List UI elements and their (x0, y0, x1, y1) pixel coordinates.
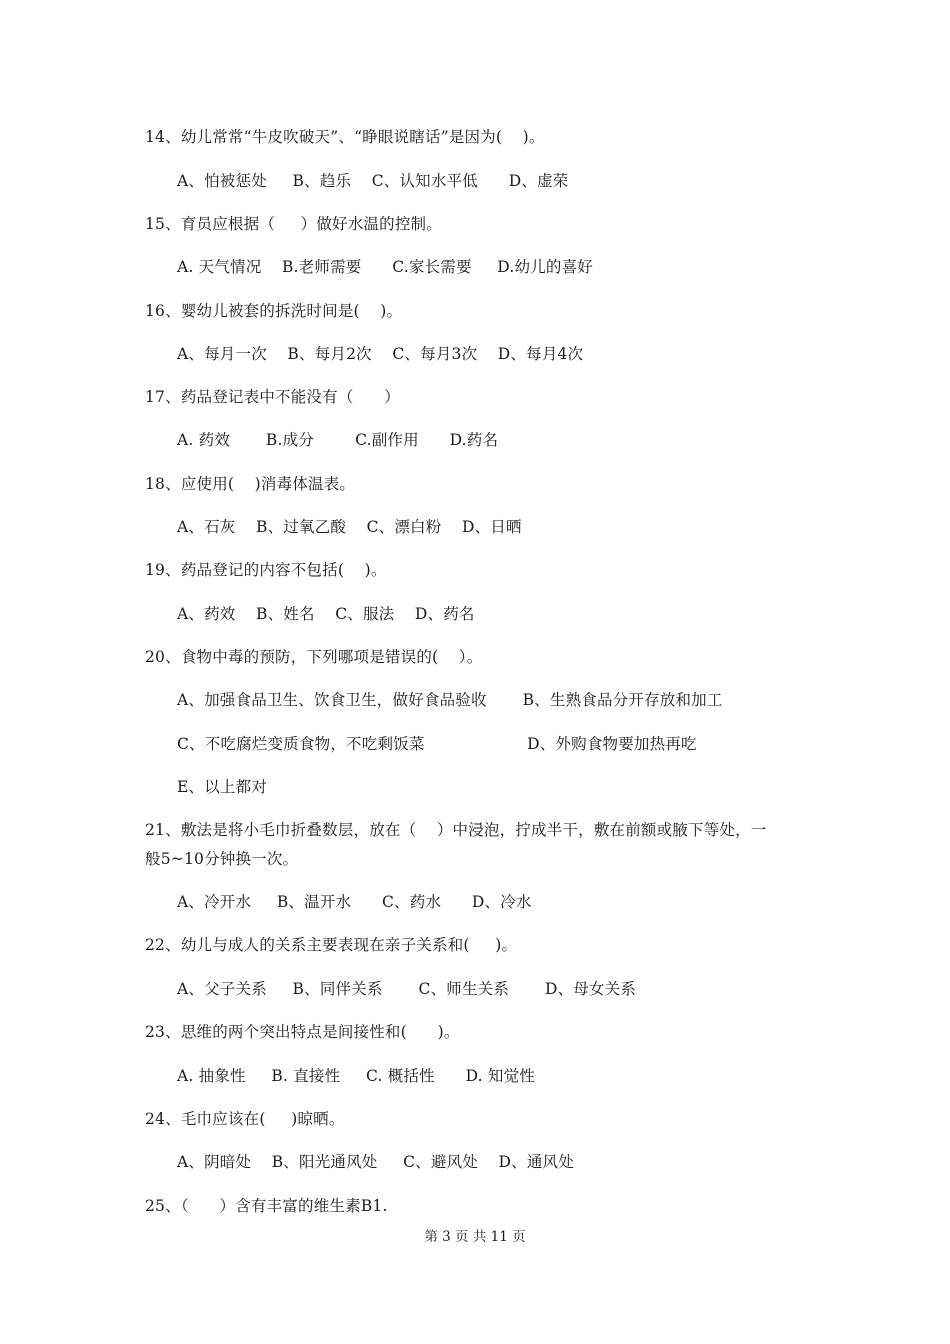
question-20-options-row-1: A、加强食品卫生、饮食卫生，做好食品验收 B、生熟食品分开存放和加工 (177, 691, 723, 709)
question-23-options: A. 抽象性 B. 直接性 C. 概括性 D. 知觉性 (177, 1067, 536, 1085)
question-25-stem: 25、（ ）含有丰富的维生素B1. (145, 1197, 388, 1215)
question-14-options: A、怕被惩处 B、趋乐 C、认知水平低 D、虚荣 (177, 172, 569, 190)
question-15-options: A. 天气情况 B.老师需要 C.家长需要 D.幼儿的喜好 (177, 258, 594, 276)
question-15-stem: 15、育员应根据（ ）做好水温的控制。 (145, 215, 442, 233)
question-20-stem: 20、食物中毒的预防，下列哪项是错误的( ）。 (145, 648, 483, 666)
question-16-stem: 16、婴幼儿被套的拆洗时间是( )。 (145, 302, 403, 320)
question-21-stem-continued: 般5~10分钟换一次。 (145, 850, 299, 868)
question-24-stem: 24、毛巾应该在( )晾晒。 (145, 1110, 345, 1128)
question-14-stem: 14、幼儿常常“牛皮吹破天”、“睁眼说瞎话”是因为( )。 (145, 128, 545, 146)
question-22-options: A、父子关系 B、同伴关系 C、师生关系 D、母女关系 (177, 980, 637, 998)
question-20-options-row-3: E、以上都对 (177, 778, 268, 796)
question-21-options: A、冷开水 B、温开水 C、药水 D、冷水 (177, 893, 532, 911)
question-19-stem: 19、药品登记的内容不包括( )。 (145, 561, 387, 579)
question-20-options-row-2: C、不吃腐烂变质食物，不吃剩饭菜 D、外购食物要加热再吃 (177, 735, 697, 753)
question-22-stem: 22、幼儿与成人的关系主要表现在亲子关系和( )。 (145, 936, 518, 954)
question-24-options: A、阴暗处 B、阳光通风处 C、避风处 D、通风处 (177, 1153, 574, 1171)
page-footer: 第 3 页 共 11 页 (424, 1229, 526, 1245)
question-19-options: A、药效 B、姓名 C、服法 D、药名 (177, 605, 475, 623)
question-18-stem: 18、应使用( )消毒体温表。 (145, 475, 356, 493)
question-21-stem: 21、敷法是将小毛巾折叠数层，放在（ ）中浸泡，拧成半干，敷在前额或腋下等处，一 (145, 821, 767, 839)
question-18-options: A、石灰 B、过氧乙酸 C、漂白粉 D、日晒 (177, 518, 522, 536)
question-23-stem: 23、思维的两个突出特点是间接性和( )。 (145, 1023, 460, 1041)
question-16-options: A、每月一次 B、每月2次 C、每月3次 D、每月4次 (177, 345, 584, 363)
question-17-stem: 17、药品登记表中不能没有（ ） (145, 388, 400, 406)
question-17-options: A. 药效 B.成分 C.副作用 D.药名 (177, 431, 499, 449)
